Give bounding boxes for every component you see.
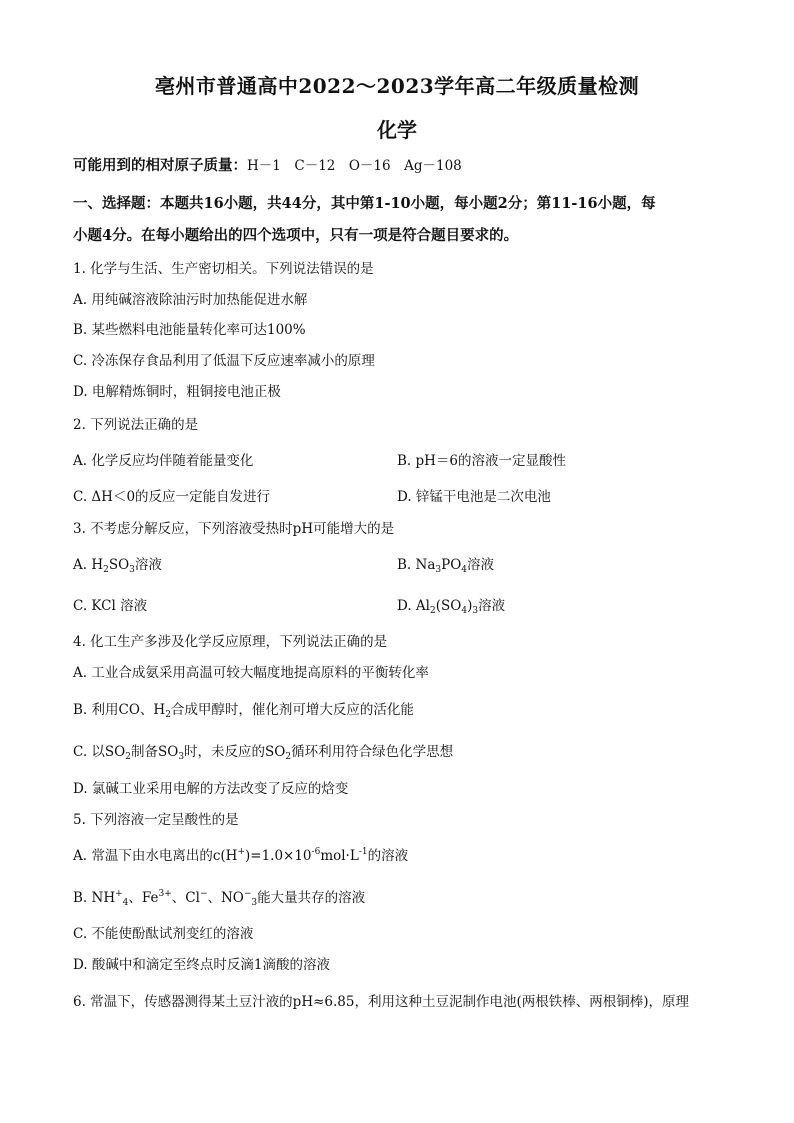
question-2-option-a: A. 化学反应均伴随着能量变化 xyxy=(73,453,254,469)
question-3-option-d: D. $Al_2(SO_4)_3$溶液 xyxy=(397,598,506,616)
question-2-option-c: C. ΔH＜0的反应一定能自发进行 xyxy=(73,489,271,505)
section-instructions-line2: 小题4分。在每小题给出的四个选项中，只有一项是符合题目要求的。 xyxy=(73,227,519,244)
section-instructions-line1: 一、选择题：本题共16小题，共44分，其中第1-10小题，每小题2分；第11-16小题，每 xyxy=(73,195,656,212)
question-5-option-d: D. 酸碱中和滴定至终点时反滴1滴酸的溶液 xyxy=(73,957,331,973)
question-1-option-c: C. 冷冻保存食品利用了低温下反应速率减小的原理 xyxy=(73,353,375,369)
question-5-option-b: B. $NH^+_4$、$Fe^{3+}$、Cl−、$NO^-_3$能大量共存的溶液 xyxy=(73,889,366,908)
question-4-option-c: C. 以$SO_2$制备$SO_3$时，未反应的$SO_2$循环利用符合绿色化学思想 xyxy=(73,744,454,762)
question-3-option-c: C. KCl 溶液 xyxy=(73,598,148,614)
atomic-masses-label: 可能用到的相对原子质量： xyxy=(73,157,247,174)
question-5-option-c: C. 不能使酚酞试剂变红的溶液 xyxy=(73,926,254,942)
question-2-option-d: D. 锌锰干电池是二次电池 xyxy=(397,489,551,505)
question-1-option-b: B. 某些燃料电池能量转化率可达100% xyxy=(73,322,306,338)
question-5-option-a: A. 常温下由水电离出的$c(H^+)=1.0\times 10^{-6}mol\cdot L^{-1}$的溶液 xyxy=(73,847,409,864)
question-1-option-a: A. 用纯碱溶液除油污时加热能促进水解 xyxy=(73,292,308,308)
question-5-stem: 5. 下列溶液一定呈酸性的是 xyxy=(73,812,239,828)
page-title: 亳州市普通高中2022～2023学年高二年级质量检测 xyxy=(154,74,640,98)
question-4-option-d: D. 氯碱工业采用电解的方法改变了反应的焓变 xyxy=(73,781,349,797)
question-2-stem: 2. 下列说法正确的是 xyxy=(73,417,199,433)
question-3-option-a: A. $H_2SO_3$溶液 xyxy=(73,557,162,575)
question-4-stem: 4. 化工生产多涉及化学反应原理，下列说法正确的是 xyxy=(73,634,388,650)
atomic-masses xyxy=(73,154,462,175)
question-4-option-b: B. 利用CO、$H_2$合成甲醇时，催化剂可增大反应的活化能 xyxy=(73,702,414,720)
atomic-masses-values: H－1 C－12 O－16 Ag－108 xyxy=(247,158,462,174)
question-1-stem: 1. 化学与生活、生产密切相关。下列说法错误的是 xyxy=(73,261,374,277)
question-4-option-a: A. 工业合成氨采用高温可较大幅度地提高原料的平衡转化率 xyxy=(73,665,429,681)
question-3-option-b: B. $Na_3PO_4$溶液 xyxy=(397,557,494,575)
question-1-option-d: D. 电解精炼铜时，粗铜接电池正极 xyxy=(73,384,281,400)
subject-title: 化学 xyxy=(377,118,417,142)
question-2-option-b: B. pH＝6的溶液一定显酸性 xyxy=(397,453,567,469)
question-6-stem: 6. 常温下，传感器测得某土豆汁液的pH≈6.85，利用这种土豆泥制作电池(两根铁棒、两根铜棒)，原理 xyxy=(73,994,689,1010)
question-3-stem: 3. 不考虑分解反应，下列溶液受热时pH可能增大的是 xyxy=(73,521,395,537)
